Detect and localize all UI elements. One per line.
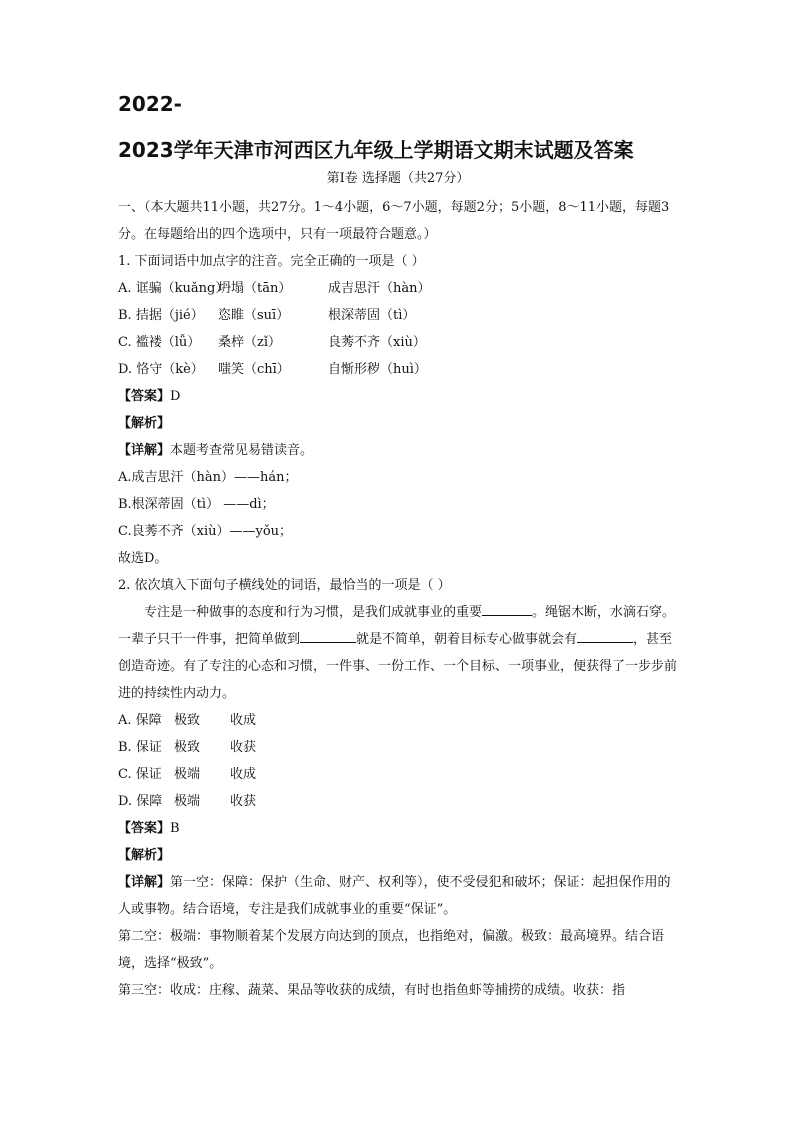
q2-option-b [118, 734, 678, 761]
q1-line-b: B.根深蒂固（tì） ——dì； [118, 497, 275, 512]
q2-detail [118, 869, 678, 923]
q1-analysis-tag: 【解析】 [118, 416, 171, 431]
q1-option-b-word3: 根深蒂固（tì） [328, 308, 416, 323]
q2-option-b-word1: B. 保证 [118, 740, 162, 755]
q2-blank-1 [482, 601, 532, 616]
q2-detail-tag: 【详解】 [118, 875, 171, 890]
q1-option-d-word2: 嗤笑（chī） [218, 362, 290, 377]
section-heading: 第Ⅰ卷 选择题（共27分） [326, 171, 470, 186]
q1-option-c [118, 329, 678, 356]
q1-option-b-word1: B. 拮据（jié） [118, 308, 204, 323]
q2-option-a-word2: 极致 [174, 713, 201, 728]
q1-detail [118, 437, 678, 464]
q1-option-a-word3: 成吉思汗（hàn） [328, 281, 431, 296]
q1-option-a-word2: 坍塌（tān） [218, 281, 292, 296]
q1-detail-text: 本题考查常见易错读音。 [170, 443, 314, 458]
q1-analysis [118, 410, 678, 437]
q2-option-d-word1: D. 保障 [118, 794, 163, 809]
q2-option-c-word1: C. 保证 [118, 767, 162, 782]
q2-analysis [118, 842, 678, 869]
q2-passage-part4: ，甚至创造奇迹。有了专注的心态和习惯，一件事、一份工作、一个目标、一项事业，便获得了一步步前进的持续性内动力。 [118, 632, 678, 701]
q2-option-c-word2: 极端 [174, 767, 201, 782]
q2-option-a [118, 707, 678, 734]
q2-blank-3 [577, 628, 633, 643]
q1-answer [118, 383, 678, 410]
q1-detail-tag: 【详解】 [118, 443, 171, 458]
q1-conclusion: 故选D。 [118, 551, 168, 566]
q1-line-c: C.良莠不齐（xiù）——yǒu； [118, 524, 293, 539]
q2-stem: 2. 依次填入下面句子横线处的词语，最恰当的一项是（ ） [118, 578, 451, 593]
q2-option-c-word3: 收成 [230, 767, 257, 782]
document-page [118, 92, 678, 1004]
q1-option-b [118, 302, 678, 329]
q2-blank-2 [300, 628, 356, 643]
q2-option-d [118, 788, 678, 815]
q1-option-a-word1: A. 诓骗（kuǎng） [118, 281, 229, 296]
q1-option-d-word3: 自惭形秽（huì） [328, 362, 427, 377]
q1-answer-value: D [170, 389, 181, 404]
q1-option-c-word1: C. 褴褛（lǚ） [118, 335, 201, 350]
q2-option-b-word3: 收获 [230, 740, 257, 755]
q1-option-a [118, 275, 678, 302]
q2-answer [118, 815, 678, 842]
q1-option-b-word2: 恣睢（suī） [218, 308, 290, 323]
q1-option-c-word2: 桑梓（zǐ） [218, 335, 282, 350]
q2-passage-part1: 专注是一种做事的态度和行为习惯，是我们成就事业的重要 [144, 605, 483, 620]
q1-answer-tag: 【答案】 [118, 389, 171, 404]
q2-detail-line3: 第三空：收成：庄稼、蔬菜、果品等收获的成绩，有时也指鱼虾等捕捞的成绩。收获：指 [118, 983, 626, 998]
q1-stem: 1. 下面词语中加点字的注音。完全正确的一项是（ ） [118, 254, 425, 269]
q2-detail-line2: 第二空：极端：事物顺着某个发展方向达到的顶点，也指绝对，偏激。极致：最高境界。结合语境，选择“极致”。 [118, 929, 665, 971]
q2-passage-part2: 。绳锯木断，水滴石穿。一辈子只干一件事，把简单做到 [118, 605, 676, 647]
q2-answer-tag: 【答案】 [118, 821, 171, 836]
q2-passage-part3: 就是不简单，朝着目标专心做事就会有 [356, 632, 578, 647]
q2-option-a-word1: A. 保障 [118, 713, 162, 728]
q1-option-d-word1: D. 恪守（kè） [118, 362, 204, 377]
doc-title-line1: 2022- [118, 92, 182, 116]
q2-answer-value: B [170, 821, 180, 836]
q2-option-a-word3: 收成 [230, 713, 257, 728]
q1-option-d [118, 356, 678, 383]
q2-detail-text: 第一空：保障：保护（生命、财产、权利等），使不受侵犯和破坏；保证：起担保作用的人或事物。结合语境，专注是我们成就事业的重要“保证”。 [118, 875, 671, 917]
q2-passage [118, 599, 678, 707]
q2-analysis-tag: 【解析】 [118, 848, 171, 863]
q2-option-b-word2: 极致 [174, 740, 201, 755]
q1-line-a: A.成吉思汗（hàn）——hán； [118, 470, 298, 485]
q2-option-d-word3: 收获 [230, 794, 257, 809]
doc-title-line2: 2023学年天津市河西区九年级上学期语文期末试题及答案 [118, 138, 634, 162]
q2-option-c [118, 761, 678, 788]
instruction-text: 一、（本大题共11小题，共27分。1～4小题，6～7小题，每题2分；5小题，8～11小题，每题3分。在每题给出的四个选项中，只有一项最符合题意。） [118, 200, 670, 242]
q2-option-d-word2: 极端 [174, 794, 201, 809]
q1-option-c-word3: 良莠不齐（xiù） [328, 335, 426, 350]
